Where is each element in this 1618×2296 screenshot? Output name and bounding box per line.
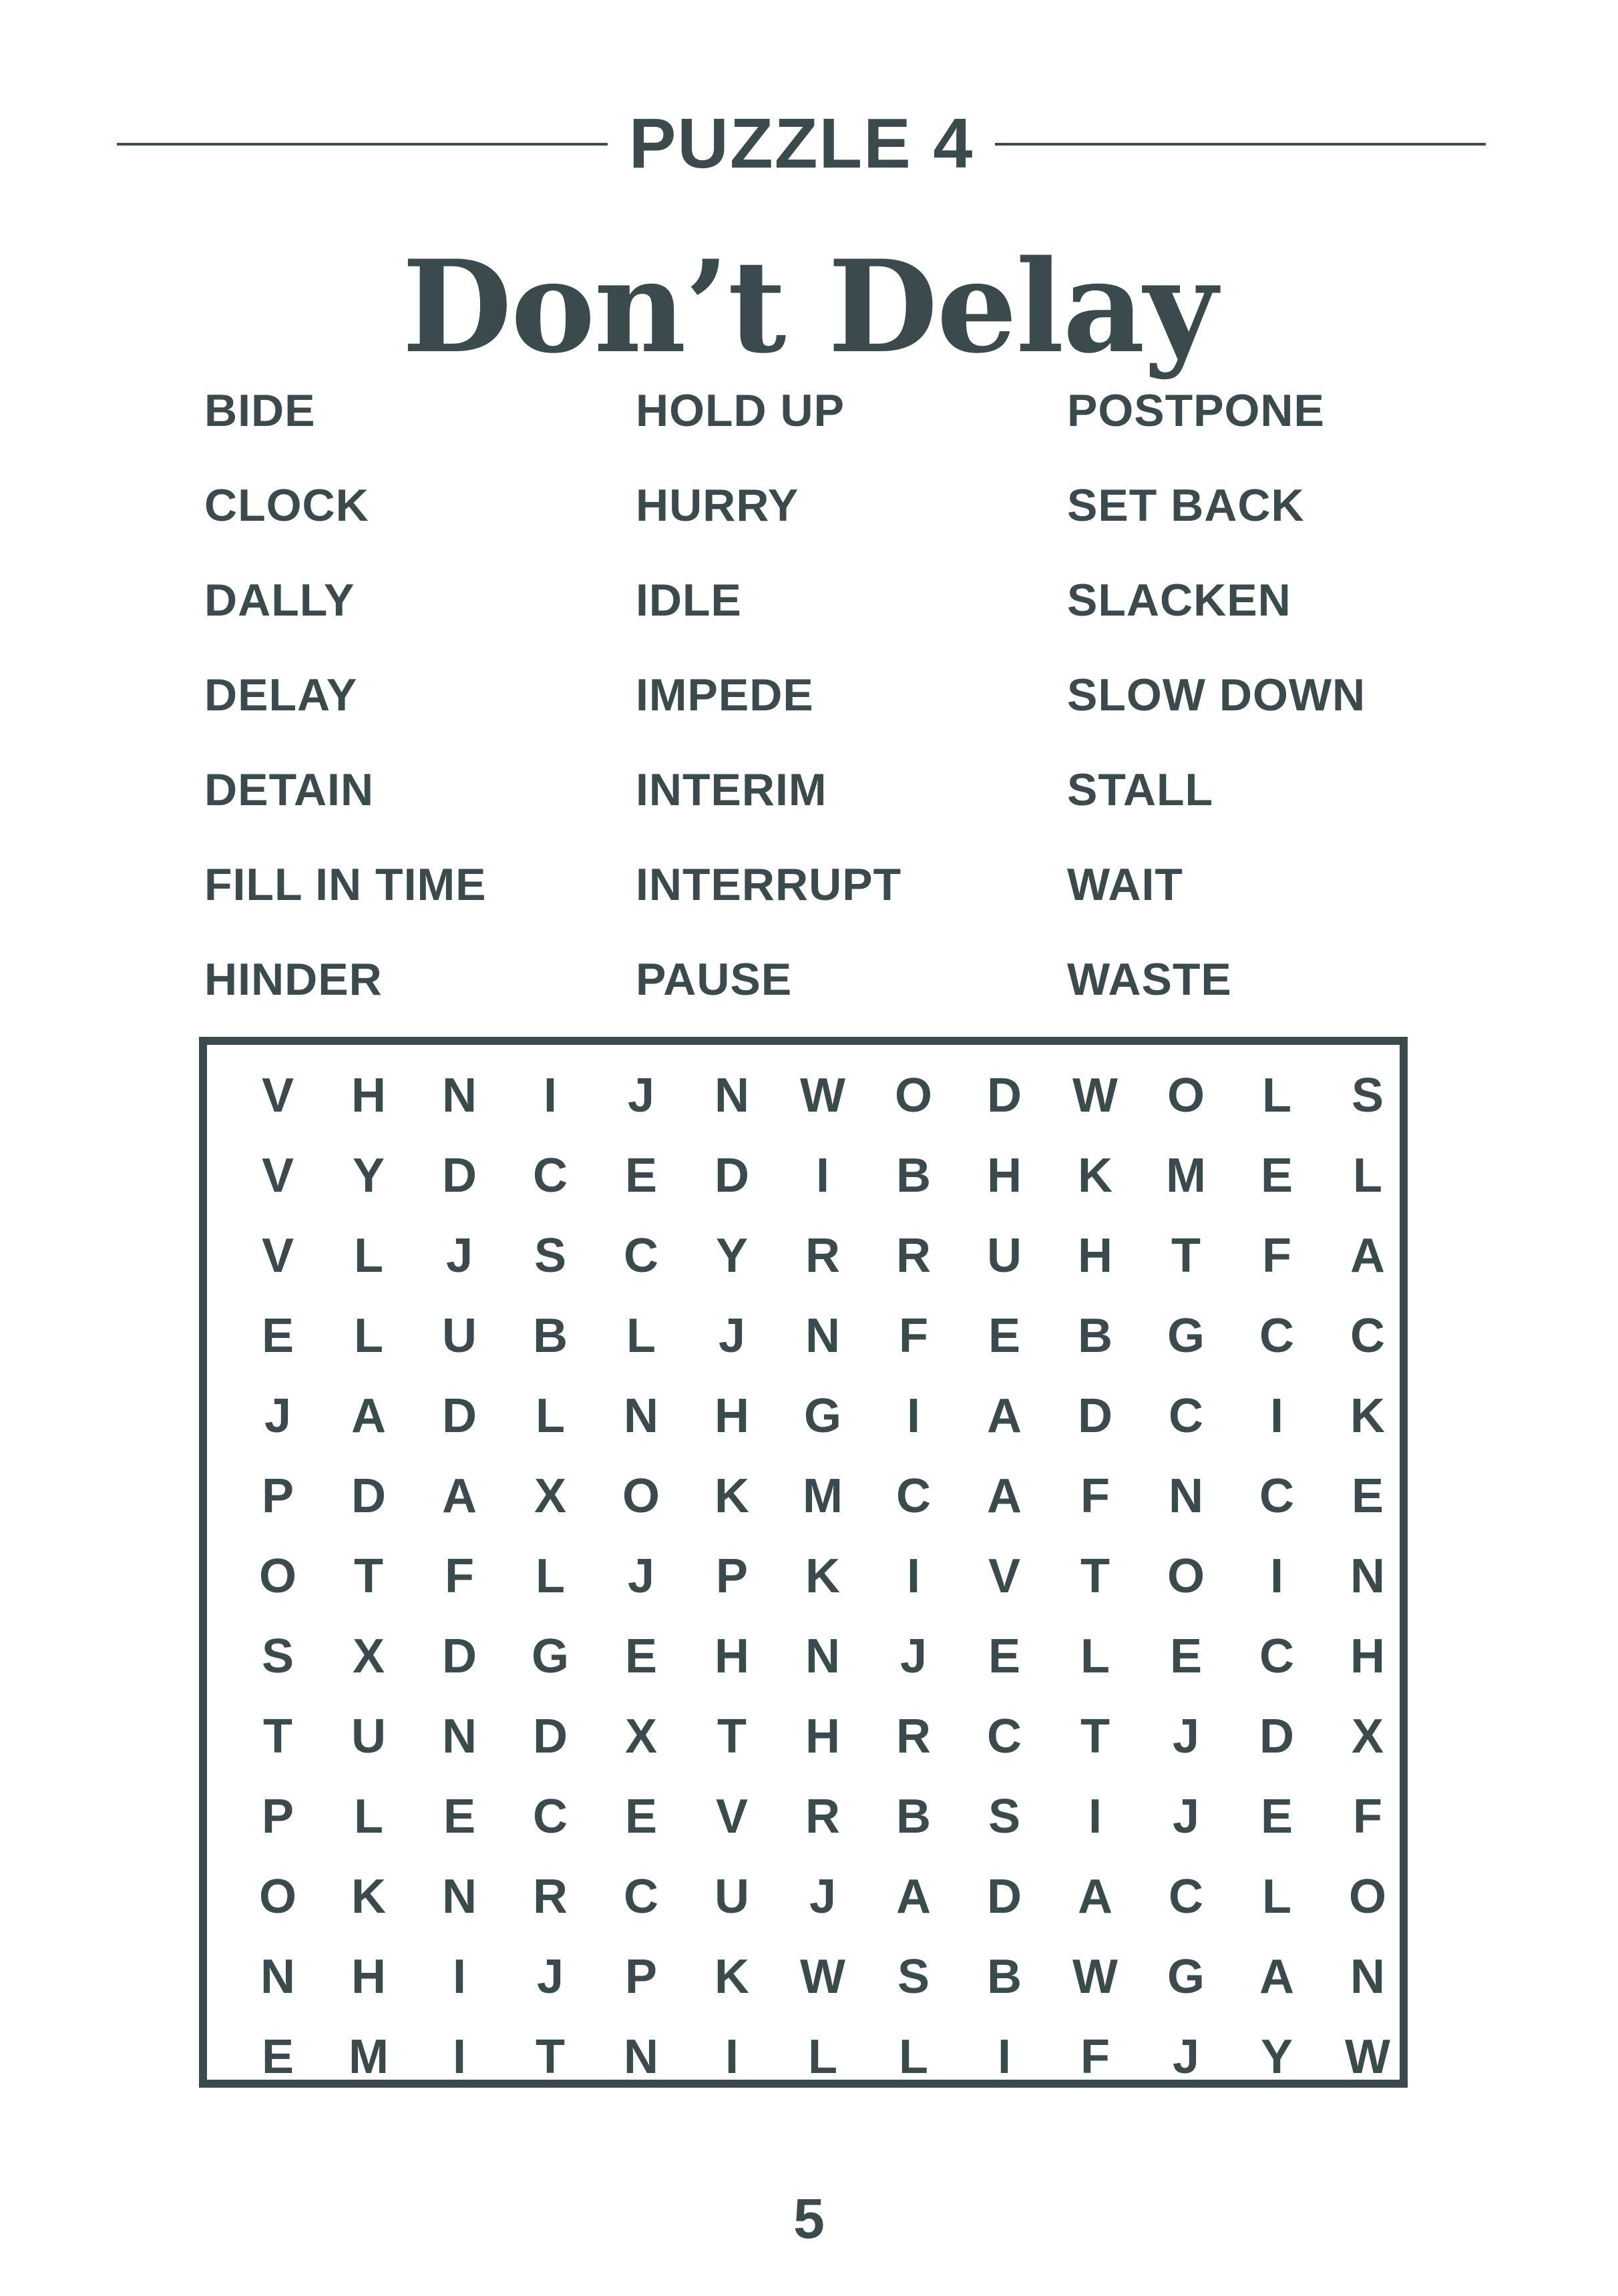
grid-letter[interactable]: H bbox=[351, 1069, 386, 1122]
grid-letter[interactable]: I bbox=[725, 2030, 739, 2084]
header-rule-right bbox=[995, 143, 1486, 146]
grid-letter[interactable]: B bbox=[533, 1309, 568, 1363]
grid-letter[interactable]: L bbox=[536, 1550, 565, 1603]
grid-letter[interactable]: O bbox=[258, 1550, 296, 1603]
grid-letter[interactable]: P bbox=[261, 1469, 294, 1523]
grid-letter[interactable]: W bbox=[800, 1950, 845, 2004]
grid-letter[interactable]: N bbox=[1350, 1950, 1385, 2004]
grid-letter[interactable]: L bbox=[536, 1389, 565, 1443]
grid-letter[interactable]: A bbox=[987, 1469, 1022, 1523]
grid-letter[interactable]: S bbox=[897, 1950, 930, 2004]
grid-letter[interactable]: V bbox=[988, 1550, 1021, 1603]
grid-letter[interactable]: N bbox=[1350, 1550, 1385, 1603]
grid-letter[interactable]: A bbox=[1259, 1950, 1294, 2004]
grid-letter[interactable]: I bbox=[452, 2030, 466, 2084]
grid-letter[interactable]: V bbox=[261, 1149, 294, 1202]
grid-letter[interactable]: M bbox=[803, 1469, 843, 1523]
grid-letter[interactable]: I bbox=[1088, 1790, 1102, 1843]
word-list-item: WASTE bbox=[1067, 954, 1232, 1005]
grid-letter[interactable]: J bbox=[627, 1550, 655, 1603]
grid-letter[interactable]: L bbox=[1353, 1149, 1382, 1202]
grid-letter[interactable]: D bbox=[715, 1149, 749, 1202]
grid-letter[interactable]: C bbox=[533, 1149, 568, 1202]
grid-letter[interactable]: O bbox=[1348, 1870, 1386, 1923]
grid-letter[interactable]: Y bbox=[352, 1149, 385, 1202]
grid-letter[interactable]: T bbox=[1080, 1550, 1110, 1603]
grid-letter[interactable]: B bbox=[987, 1950, 1022, 2004]
grid-letter[interactable]: S bbox=[1351, 1069, 1384, 1122]
grid-letter[interactable]: C bbox=[1259, 1469, 1294, 1523]
word-list-item: HURRY bbox=[636, 480, 799, 531]
grid-letter[interactable]: F bbox=[1262, 1229, 1291, 1283]
grid-letter[interactable]: E bbox=[261, 2030, 294, 2084]
grid-letter[interactable]: T bbox=[1171, 1229, 1201, 1283]
grid-letter[interactable]: H bbox=[715, 1630, 749, 1683]
grid-letter[interactable]: S bbox=[261, 1630, 294, 1683]
grid-letter[interactable]: C bbox=[896, 1469, 931, 1523]
grid-letter[interactable]: T bbox=[717, 1710, 747, 1763]
word-list-item: IMPEDE bbox=[636, 670, 814, 720]
grid-letter[interactable]: E bbox=[624, 1630, 658, 1683]
grid-letter[interactable]: E bbox=[261, 1309, 294, 1363]
grid-letter[interactable]: U bbox=[351, 1710, 386, 1763]
grid-letter[interactable]: Y bbox=[715, 1229, 749, 1283]
grid-letter[interactable]: L bbox=[1262, 1069, 1291, 1122]
grid-letter[interactable]: F bbox=[899, 1309, 928, 1363]
grid-letter[interactable]: E bbox=[624, 1790, 658, 1843]
grid-letter[interactable]: H bbox=[1350, 1630, 1385, 1683]
word-list-item: SLACKEN bbox=[1067, 575, 1291, 626]
page-number: 5 bbox=[793, 2187, 825, 2250]
grid-letter[interactable]: S bbox=[534, 1229, 567, 1283]
grid-letter[interactable]: C bbox=[1259, 1630, 1294, 1683]
grid-letter[interactable]: P bbox=[715, 1550, 749, 1603]
grid-letter[interactable]: N bbox=[715, 1069, 749, 1122]
grid-letter[interactable]: I bbox=[997, 2030, 1011, 2084]
grid-letter[interactable]: W bbox=[1072, 1069, 1118, 1122]
grid-letter[interactable]: J bbox=[627, 1069, 655, 1122]
grid-letter[interactable]: M bbox=[1166, 1149, 1206, 1202]
grid-letter[interactable]: R bbox=[896, 1710, 931, 1763]
grid-letter[interactable]: N bbox=[442, 1870, 477, 1923]
grid-letter[interactable]: L bbox=[354, 1309, 383, 1363]
grid-letter[interactable]: C bbox=[1169, 1870, 1203, 1923]
grid-letter[interactable]: M bbox=[349, 2030, 389, 2084]
grid-letter[interactable]: W bbox=[1072, 1950, 1118, 2004]
grid-letter[interactable]: T bbox=[1080, 1710, 1110, 1763]
grid-letter[interactable]: N bbox=[442, 1710, 477, 1763]
grid-letter[interactable]: D bbox=[1259, 1710, 1294, 1763]
grid-letter[interactable]: E bbox=[624, 1149, 658, 1202]
grid-letter[interactable]: H bbox=[987, 1149, 1022, 1202]
grid-letter[interactable]: P bbox=[624, 1950, 658, 2004]
grid-letter[interactable]: F bbox=[1080, 1469, 1110, 1523]
puzzle-label: PUZZLE 4 bbox=[628, 104, 974, 183]
grid-letter[interactable]: T bbox=[263, 1710, 292, 1763]
grid-letter[interactable]: N bbox=[624, 1389, 658, 1443]
grid-letter[interactable]: P bbox=[261, 1790, 294, 1843]
grid-letter[interactable]: D bbox=[442, 1630, 477, 1683]
grid-letter[interactable]: Y bbox=[1260, 2030, 1293, 2084]
grid-letter[interactable]: C bbox=[624, 1870, 658, 1923]
word-list-item: HINDER bbox=[204, 954, 383, 1005]
grid-letter[interactable]: H bbox=[1078, 1229, 1113, 1283]
grid-letter[interactable]: R bbox=[805, 1790, 840, 1843]
word-list-item: SLOW DOWN bbox=[1067, 670, 1366, 720]
word-list-item: BIDE bbox=[204, 385, 316, 436]
grid-letter[interactable]: C bbox=[987, 1710, 1022, 1763]
grid-letter[interactable]: I bbox=[1269, 1389, 1283, 1443]
grid-letter[interactable]: B bbox=[896, 1149, 931, 1202]
grid-letter[interactable]: J bbox=[718, 1309, 746, 1363]
grid-letter[interactable]: E bbox=[988, 1309, 1021, 1363]
grid-letter[interactable]: J bbox=[809, 1870, 837, 1923]
word-list-item: PAUSE bbox=[636, 954, 793, 1005]
grid-letter[interactable]: E bbox=[988, 1630, 1021, 1683]
grid-letter[interactable]: G bbox=[1167, 1950, 1205, 2004]
puzzle-title: Don’t Delay bbox=[401, 232, 1217, 381]
grid-letter[interactable]: G bbox=[1167, 1309, 1205, 1363]
grid-letter[interactable]: E bbox=[1351, 1469, 1384, 1523]
word-list-item: IDLE bbox=[636, 575, 742, 626]
grid-letter[interactable]: F bbox=[1353, 1790, 1382, 1843]
grid-letter[interactable]: L bbox=[626, 1309, 656, 1363]
grid-letter[interactable]: J bbox=[445, 1229, 473, 1283]
grid-letter[interactable]: J bbox=[264, 1389, 292, 1443]
word-list-item: POSTPONE bbox=[1067, 385, 1325, 436]
grid-letter[interactable]: S bbox=[988, 1790, 1021, 1843]
grid-letter[interactable]: I bbox=[906, 1389, 920, 1443]
grid-letter[interactable]: L bbox=[1080, 1630, 1110, 1683]
grid-letter[interactable]: D bbox=[987, 1069, 1022, 1122]
grid-letter[interactable]: C bbox=[624, 1229, 658, 1283]
grid-letter[interactable]: T bbox=[536, 2030, 565, 2084]
grid-letter[interactable]: L bbox=[354, 1790, 383, 1843]
letter-grid bbox=[232, 1056, 1413, 2097]
grid-letter[interactable]: D bbox=[351, 1469, 386, 1523]
grid-letter[interactable]: V bbox=[715, 1790, 749, 1843]
grid-letter[interactable]: U bbox=[715, 1870, 749, 1923]
grid-letter[interactable]: O bbox=[1167, 1069, 1205, 1122]
grid-letter[interactable]: R bbox=[896, 1229, 931, 1283]
grid-letter[interactable]: K bbox=[805, 1550, 840, 1603]
grid-letter[interactable]: O bbox=[258, 1870, 296, 1923]
grid-letter[interactable]: I bbox=[906, 1550, 920, 1603]
word-list-item: SET BACK bbox=[1067, 480, 1305, 531]
grid-letter[interactable]: H bbox=[715, 1389, 749, 1443]
grid-letter[interactable]: D bbox=[442, 1149, 477, 1202]
grid-letter[interactable]: K bbox=[715, 1950, 749, 2004]
grid-letter[interactable]: W bbox=[800, 1069, 845, 1122]
grid-letter[interactable]: D bbox=[987, 1870, 1022, 1923]
header-rule-left bbox=[117, 143, 608, 146]
grid-letter[interactable]: E bbox=[443, 1790, 476, 1843]
grid-letter[interactable]: K bbox=[1350, 1389, 1385, 1443]
grid-letter[interactable]: X bbox=[624, 1710, 658, 1763]
word-list bbox=[204, 377, 1506, 1031]
grid-letter[interactable]: F bbox=[1080, 2030, 1110, 2084]
grid-letter[interactable]: A bbox=[1078, 1870, 1113, 1923]
grid-letter[interactable]: I bbox=[543, 1069, 557, 1122]
grid-letter[interactable]: K bbox=[351, 1870, 386, 1923]
grid-letter[interactable]: R bbox=[805, 1229, 840, 1283]
grid-letter[interactable]: X bbox=[1351, 1710, 1384, 1763]
grid-letter[interactable]: C bbox=[1259, 1309, 1294, 1363]
grid-letter[interactable]: N bbox=[624, 2030, 658, 2084]
grid-letter[interactable]: T bbox=[354, 1550, 383, 1603]
grid-letter[interactable]: F bbox=[445, 1550, 474, 1603]
grid-letter[interactable]: L bbox=[354, 1229, 383, 1283]
grid-letter[interactable]: W bbox=[1345, 2030, 1390, 2084]
grid-letter[interactable]: K bbox=[715, 1469, 749, 1523]
grid-letter[interactable]: N bbox=[260, 1950, 295, 2004]
grid-letter[interactable]: X bbox=[534, 1469, 567, 1523]
grid-letter[interactable]: A bbox=[896, 1870, 931, 1923]
letter-grid-frame bbox=[199, 1037, 1408, 2088]
grid-letter[interactable]: O bbox=[622, 1469, 660, 1523]
grid-letter[interactable]: J bbox=[1172, 2030, 1200, 2084]
grid-letter[interactable]: A bbox=[987, 1389, 1022, 1443]
grid-letter[interactable]: G bbox=[531, 1630, 569, 1683]
grid-letter[interactable]: N bbox=[805, 1630, 840, 1683]
grid-letter[interactable]: H bbox=[351, 1950, 386, 2004]
grid-letter[interactable]: J bbox=[1172, 1790, 1200, 1843]
grid-letter[interactable]: H bbox=[805, 1710, 840, 1763]
grid-letter[interactable]: A bbox=[1350, 1229, 1385, 1283]
grid-letter[interactable]: O bbox=[1167, 1550, 1205, 1603]
grid-letter[interactable]: R bbox=[533, 1870, 568, 1923]
grid-letter[interactable]: V bbox=[261, 1069, 294, 1122]
grid-letter[interactable]: L bbox=[1262, 1870, 1291, 1923]
grid-letter[interactable]: O bbox=[894, 1069, 932, 1122]
grid-letter[interactable]: N bbox=[442, 1069, 477, 1122]
grid-letter[interactable]: E bbox=[1260, 1149, 1293, 1202]
grid-letter[interactable]: A bbox=[351, 1389, 386, 1443]
word-list-item: DALLY bbox=[204, 575, 355, 626]
grid-letter[interactable]: C bbox=[1169, 1389, 1203, 1443]
grid-letter[interactable]: B bbox=[1078, 1309, 1113, 1363]
word-list-item: DETAIN bbox=[204, 764, 375, 815]
grid-letter[interactable]: G bbox=[803, 1389, 841, 1443]
grid-letter[interactable]: D bbox=[442, 1389, 477, 1443]
grid-letter[interactable]: C bbox=[533, 1790, 568, 1843]
grid-letter[interactable]: B bbox=[896, 1790, 931, 1843]
grid-letter[interactable]: K bbox=[1078, 1149, 1113, 1202]
word-list-item: CLOCK bbox=[204, 480, 369, 531]
grid-letter[interactable]: C bbox=[1350, 1309, 1385, 1363]
grid-letter[interactable]: L bbox=[899, 2030, 928, 2084]
grid-letter[interactable]: J bbox=[536, 1950, 564, 2004]
grid-letter[interactable]: D bbox=[1078, 1389, 1113, 1443]
word-list-item: WAIT bbox=[1067, 859, 1183, 910]
grid-letter[interactable]: E bbox=[1260, 1790, 1293, 1843]
word-list-item: STALL bbox=[1067, 764, 1214, 815]
grid-letter[interactable]: U bbox=[987, 1229, 1022, 1283]
grid-letter[interactable]: E bbox=[1169, 1630, 1203, 1683]
word-list-item: FILL IN TIME bbox=[204, 859, 487, 910]
grid-letter[interactable]: N bbox=[1169, 1469, 1203, 1523]
word-list-item: HOLD UP bbox=[636, 385, 845, 436]
grid-letter[interactable]: L bbox=[808, 2030, 837, 2084]
grid-letter[interactable]: J bbox=[899, 1630, 928, 1683]
grid-letter[interactable]: X bbox=[352, 1630, 385, 1683]
grid-letter[interactable]: J bbox=[1172, 1710, 1200, 1763]
word-list-item: INTERIM bbox=[636, 764, 827, 815]
grid-letter[interactable]: A bbox=[442, 1469, 477, 1523]
grid-letter[interactable]: V bbox=[261, 1229, 294, 1283]
word-list-item: DELAY bbox=[204, 670, 358, 720]
grid-letter[interactable]: I bbox=[815, 1149, 829, 1202]
grid-letter[interactable]: I bbox=[452, 1950, 466, 2004]
grid-letter[interactable]: D bbox=[533, 1710, 568, 1763]
grid-letter[interactable]: I bbox=[1269, 1550, 1283, 1603]
grid-letter[interactable]: N bbox=[805, 1309, 840, 1363]
word-list-item: INTERRUPT bbox=[636, 859, 902, 910]
grid-letter[interactable]: U bbox=[442, 1309, 477, 1363]
